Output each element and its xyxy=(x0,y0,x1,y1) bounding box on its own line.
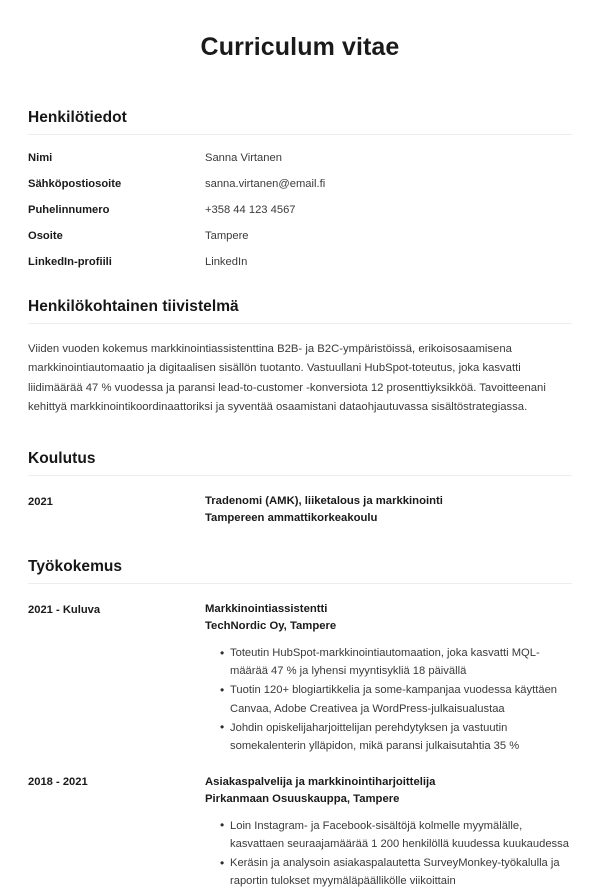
experience-entry-title: Asiakaspalvelija ja markkinointiharjoittelija xyxy=(205,775,436,788)
info-value-address: Tampere xyxy=(205,230,249,243)
list-item xyxy=(28,256,572,269)
list-item xyxy=(28,204,572,217)
info-value-phone[interactable]: +358 44 123 4567 xyxy=(205,204,296,217)
info-value-email[interactable]: sanna.virtanen@email.fi xyxy=(205,178,326,191)
list-item: • Toteutin HubSpot-markkinointiautomaation, joka kasvatti MQL-määrää 47 % ja lyhensi myyntisykliä 18 päivällä xyxy=(220,644,572,680)
list-item xyxy=(28,230,572,243)
experience-entry-employer: Pirkanmaan Osuuskauppa, Tampere xyxy=(205,792,400,805)
experience-entry-body xyxy=(205,601,572,756)
list-item xyxy=(28,178,572,191)
info-label-email: Sähköpostiosoite xyxy=(28,178,122,191)
personal-details-list xyxy=(28,152,572,269)
page-title: Curriculum vitae xyxy=(200,33,400,61)
section-heading-work-experience: Työkokemus xyxy=(28,557,123,575)
education-entry-degree: Tradenomi (AMK), liiketalous ja markkinointi xyxy=(205,495,443,507)
personal-summary-text: Viiden vuoden kokemus markkinointiassistenttina B2B- ja B2C-ympäristöissä, erikoisosaamisena markkinointiautomaatio ja digitaalisen sisällön tuotanto. Vastuullani HubSpot-toteutus, joka kasvatti liidimäärää 47 % vuodessa ja paransi lead-to-customer -konversiota 12 prosenttiyksikköä. Tavoitteenani kehittyä markkinointikoordinaattoriksi ja syventää osaamistani dataohjautuvassa sisältöstrategiassa. xyxy=(28,342,546,414)
info-label-phone: Puhelinnumero xyxy=(28,204,110,217)
section-heading-education: Koulutus xyxy=(28,449,96,467)
list-item xyxy=(28,152,572,165)
experience-entry xyxy=(28,774,572,891)
section-divider xyxy=(28,323,572,324)
experience-entry-date: 2021 - Kuluva xyxy=(28,603,101,616)
experience-entry-date: 2018 - 2021 xyxy=(28,776,88,789)
section-personal-summary xyxy=(28,297,572,418)
info-label-address: Osoite xyxy=(28,230,63,243)
education-entry-date: 2021 xyxy=(28,495,53,508)
education-entry-body xyxy=(205,493,572,527)
list-item: • Johdin opiskelijaharjoittelijan perehdytyksen ja vastuutin somekalenterin ylläpidon, mikä paransi julkaisutahtia 35 % xyxy=(220,719,572,755)
section-education xyxy=(28,449,572,527)
experience-entry-bullets xyxy=(205,817,572,891)
section-divider xyxy=(28,134,572,135)
info-value-name: Sanna Virtanen xyxy=(205,152,282,165)
list-item: • Keräsin ja analysoin asiakaspalautetta SurveyMonkey-työkalulla ja raportin tulokset myymäläpäällikölle viikoittain xyxy=(220,854,572,890)
section-work-experience xyxy=(28,557,572,891)
experience-entry-employer: TechNordic Oy, Tampere xyxy=(205,620,337,633)
list-item: • Tuotin 120+ blogiartikkelia ja some-kampanjaa vuodessa käyttäen Canvaa, Adobe Creativea ja WordPress-julkaisualustaa xyxy=(220,681,572,717)
section-personal-details xyxy=(28,108,572,270)
info-label-linkedin: LinkedIn-profiili xyxy=(28,256,112,269)
info-value-linkedin[interactable]: LinkedIn xyxy=(205,256,248,269)
education-entry-institution: Tampereen ammattikorkeakoulu xyxy=(205,511,378,524)
experience-entry-title: Markkinointiassistentti xyxy=(205,603,328,616)
section-divider xyxy=(28,583,572,584)
section-heading-personal-summary: Henkilökohtainen tiivistelmä xyxy=(28,297,239,315)
section-divider xyxy=(28,475,572,476)
education-entry xyxy=(28,493,572,527)
experience-entry xyxy=(28,601,572,756)
section-heading-personal-details: Henkilötiedot xyxy=(28,109,127,126)
list-item: • Loin Instagram- ja Facebook-sisältöjä kolmelle myymälälle, kasvattaen seuraajamäärää 1 200 henkilöllä kuudessa kuukaudessa xyxy=(220,817,572,853)
info-label-name: Nimi xyxy=(28,152,53,165)
experience-entry-body xyxy=(205,774,572,891)
experience-entry-bullets xyxy=(205,644,572,755)
